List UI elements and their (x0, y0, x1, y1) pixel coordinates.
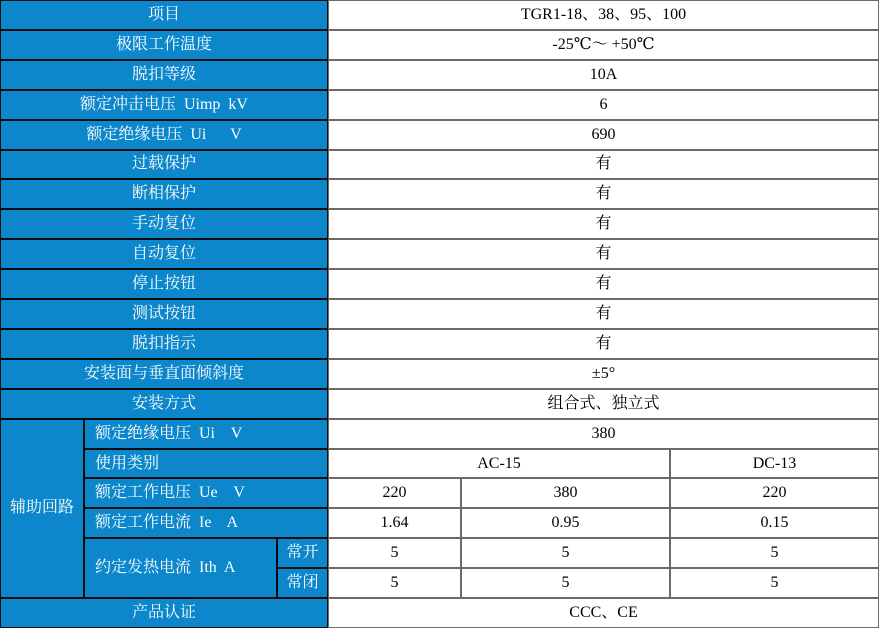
aux-label-normally-closed: 常闭 (277, 568, 328, 598)
spec-label-stop-button: 停止按钮 (0, 269, 328, 299)
spec-label-insul-voltage: 额定绝缘电压 Ui V (0, 120, 328, 150)
aux-value-voltage-1: 220 (328, 478, 461, 508)
spec-value-certification: CCC、CE (328, 598, 879, 628)
aux-label-normally-open: 常开 (277, 538, 328, 568)
spec-value-model: TGR1-18、38、95、100 (328, 0, 879, 30)
spec-value-test-button: 有 (328, 299, 879, 329)
aux-value-current-1: 1.64 (328, 508, 461, 538)
spec-value-phase-failure: 有 (328, 179, 879, 209)
aux-label-working-current: 额定工作电流 Ie A (84, 508, 328, 538)
spec-label-mounting: 安装方式 (0, 389, 328, 419)
spec-value-tilt: ±5° (328, 359, 879, 389)
aux-value-current-3: 0.15 (670, 508, 879, 538)
spec-value-temp-range: -25℃～ +50℃ (328, 30, 879, 60)
spec-label-manual-reset: 手动复位 (0, 209, 328, 239)
aux-value-category-dc: DC-13 (670, 449, 879, 479)
spec-value-auto-reset: 有 (328, 239, 879, 269)
spec-value-impulse-voltage: 6 (328, 90, 879, 120)
spec-label-certification: 产品认证 (0, 598, 328, 628)
aux-value-nc-2: 5 (461, 568, 670, 598)
spec-label-item: 项目 (0, 0, 328, 30)
aux-circuit-group-label: 辅助回路 (0, 419, 84, 598)
spec-value-stop-button: 有 (328, 269, 879, 299)
spec-value-overload: 有 (328, 150, 879, 180)
spec-label-overload: 过载保护 (0, 150, 328, 180)
spec-label-phase-failure: 断相保护 (0, 179, 328, 209)
aux-value-no-1: 5 (328, 538, 461, 568)
aux-label-thermal-current: 约定发热电流 Ith A (84, 538, 277, 598)
spec-label-impulse-voltage: 额定冲击电压 Uimp kV (0, 90, 328, 120)
spec-value-insul-voltage: 690 (328, 120, 879, 150)
aux-value-voltage-3: 220 (670, 478, 879, 508)
aux-label-working-voltage: 额定工作电压 Ue V (84, 478, 328, 508)
aux-value-nc-1: 5 (328, 568, 461, 598)
aux-value-insul-voltage: 380 (328, 419, 879, 449)
spec-label-auto-reset: 自动复位 (0, 239, 328, 269)
aux-label-utilization-category: 使用类别 (84, 449, 328, 479)
aux-value-nc-3: 5 (670, 568, 879, 598)
spec-value-mounting: 组合式、独立式 (328, 389, 879, 419)
spec-value-manual-reset: 有 (328, 209, 879, 239)
aux-label-insul-voltage: 额定绝缘电压 Ui V (84, 419, 328, 449)
aux-value-category-ac: AC-15 (328, 449, 670, 479)
spec-value-trip-class: 10A (328, 60, 879, 90)
aux-value-voltage-2: 380 (461, 478, 670, 508)
spec-label-trip-indicator: 脱扣指示 (0, 329, 328, 359)
spec-label-temp-range: 极限工作温度 (0, 30, 328, 60)
aux-value-current-2: 0.95 (461, 508, 670, 538)
spec-label-trip-class: 脱扣等级 (0, 60, 328, 90)
spec-label-test-button: 测试按钮 (0, 299, 328, 329)
aux-value-no-3: 5 (670, 538, 879, 568)
spec-value-trip-indicator: 有 (328, 329, 879, 359)
aux-value-no-2: 5 (461, 538, 670, 568)
spec-label-tilt: 安装面与垂直面倾斜度 (0, 359, 328, 389)
